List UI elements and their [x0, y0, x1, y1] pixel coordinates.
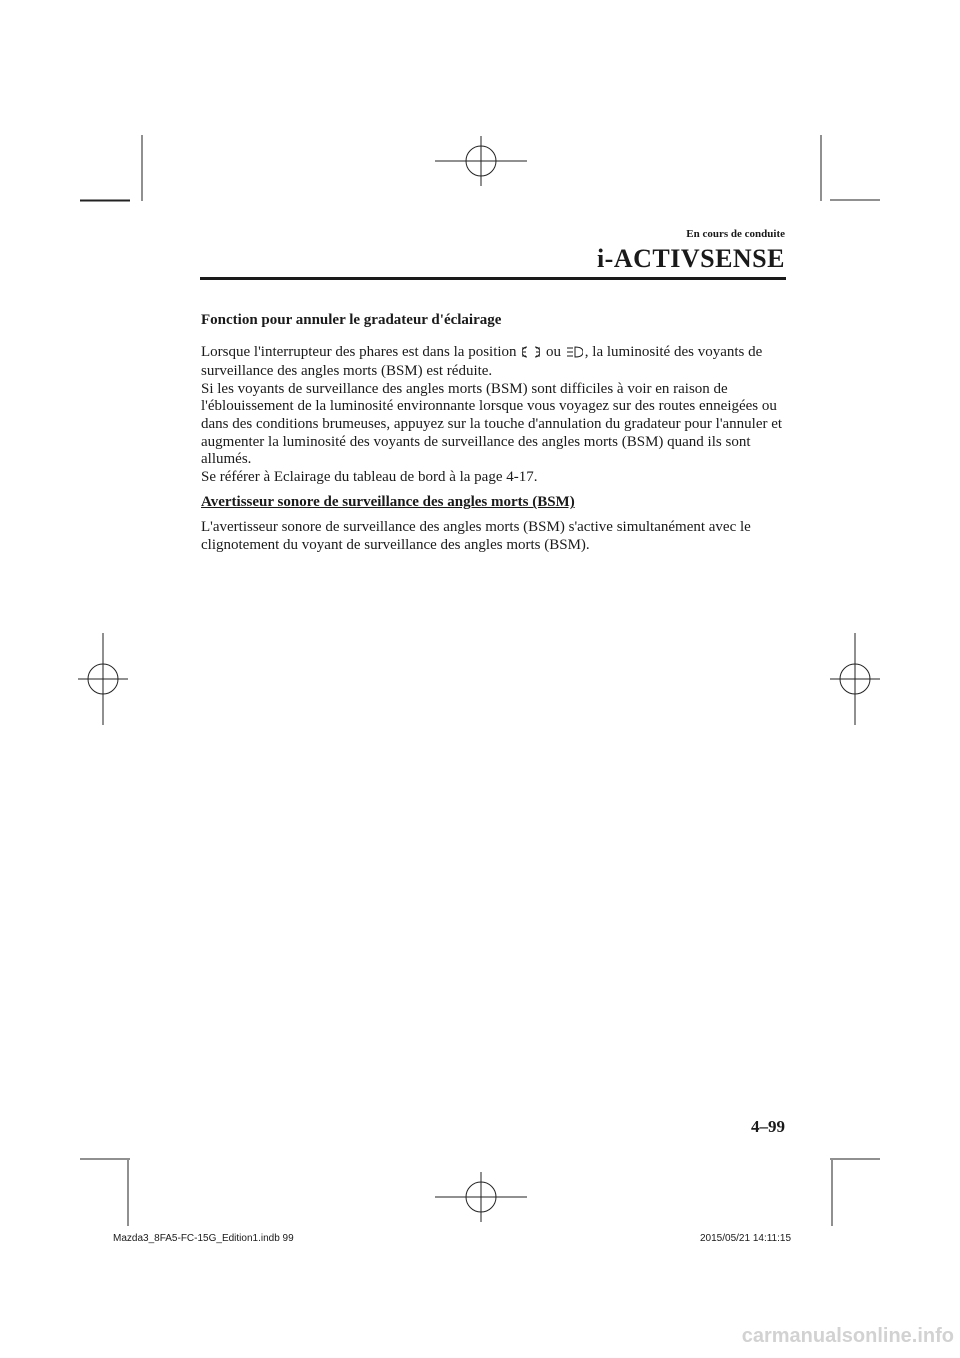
headlight-icon	[567, 346, 583, 364]
footer-timestamp: 2015/05/21 14:11:15	[700, 1233, 792, 1244]
crop-mark-top-left-h	[80, 198, 130, 202]
section-label: En cours de conduite	[686, 228, 785, 240]
registration-mark-right	[830, 633, 880, 725]
parking-light-icon	[522, 346, 540, 364]
registration-mark-bottom	[435, 1172, 527, 1222]
paragraph-dimmer	[201, 344, 791, 381]
section-title: Avertisseur sonore de surveillance des angles morts (BSM)	[201, 494, 575, 511]
header-rule	[200, 277, 786, 280]
page-number: 4–99	[751, 1117, 785, 1136]
crop-mark-top-right-h	[830, 198, 880, 202]
paragraph-visibility: Si les voyants de surveillance des angles morts (BSM) sont difficiles à voir en raison de l'éblouissement de la luminosité environnante lorsque vous voyagez sur des routes enneigées ou dans des conditions brumeuses, appuyez sur la touche d'annulation du gradateur pour l'annuler et augmenter la luminosité des voyants de surveillance des angles morts (BSM) quand ils sont allumés.	[201, 380, 783, 468]
watermark: carmanualsonline.info	[741, 1325, 954, 1347]
crop-mark-bottom-left-v	[126, 1160, 130, 1226]
paragraph-dimmer-start: Lorsque l'interrupteur des phares est dans la position	[201, 343, 521, 360]
crop-mark-top-left-v	[140, 135, 144, 201]
paragraph-dimmer-or: ou	[542, 343, 565, 360]
crop-mark-top-right-v	[819, 135, 823, 201]
crop-mark-bottom-right-v	[830, 1160, 834, 1226]
crop-mark-bottom-left-h	[80, 1157, 130, 1161]
registration-mark-top	[435, 136, 527, 186]
page-content	[201, 312, 791, 554]
chapter-title: i-ACTIVSENSE	[596, 244, 785, 273]
subheading: Fonction pour annuler le gradateur d'éclairage	[201, 312, 502, 328]
paragraph-buzzer: L'avertisseur sonore de surveillance des angles morts (BSM) s'active simultanément avec le clignotement du voyant de surveillance des angles morts (BSM).	[201, 518, 751, 553]
paragraph-reference: Se référer à Eclairage du tableau de bord à la page 4-17.	[201, 468, 538, 485]
crop-mark-bottom-right-h	[830, 1157, 880, 1161]
paragraph-dimmer-end: , la luminosité des voyants de surveillance des angles morts (BSM) est réduite.	[201, 343, 763, 380]
crop-mark-top-left	[80, 135, 140, 205]
registration-mark-left	[78, 633, 128, 725]
footer-file-name: Mazda3_8FA5-FC-15G_Edition1.indb 99	[113, 1233, 294, 1244]
